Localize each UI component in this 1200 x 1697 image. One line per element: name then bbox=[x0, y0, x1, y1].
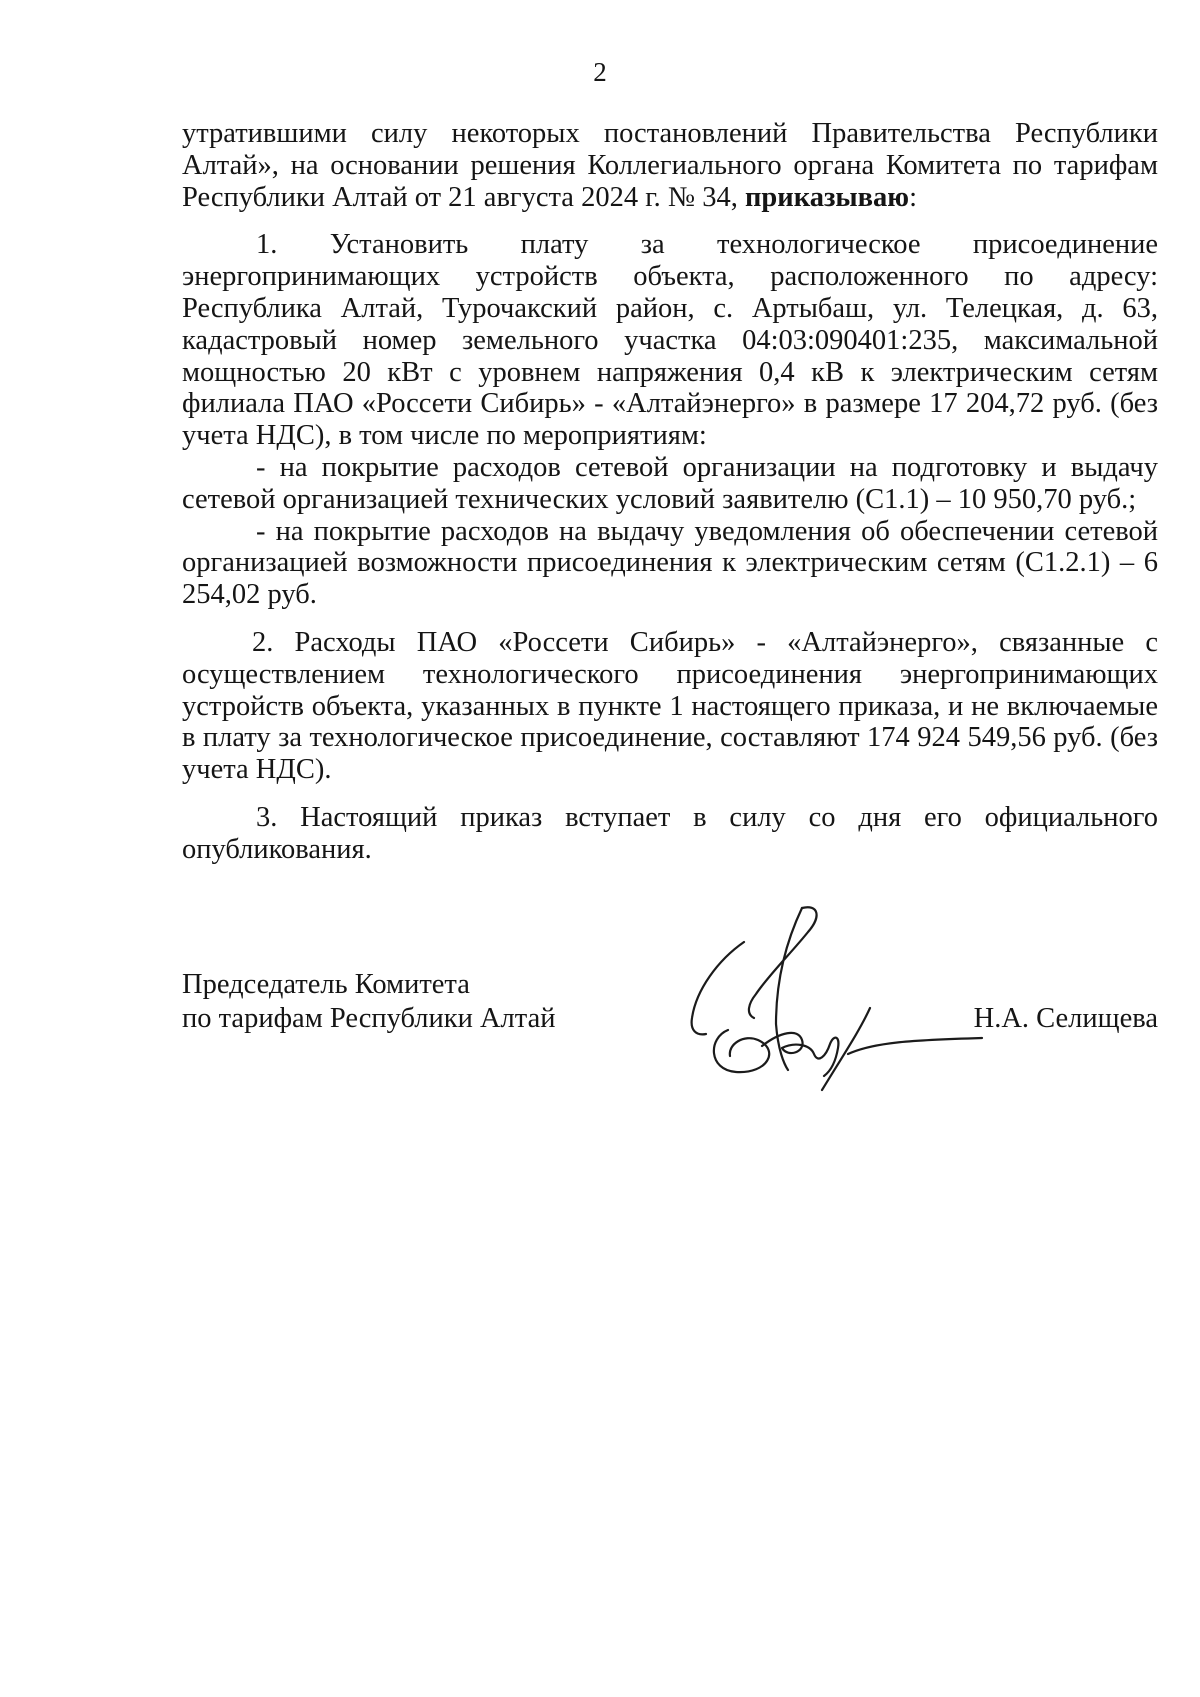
item-2-paragraph: 2. Расходы ПАО «Россети Сибирь» - «Алтайэнерго», связанные с осуществлением технологического присоединения энергопринимающих устройств объекта, указанных в пункте 1 настоящего приказа, и не включаемые в плату за технологическое присоединение, составляют 174 924 549,56 руб. (без учета НДС). bbox=[182, 626, 1158, 786]
item-1-paragraph: 1. Установить плату за технологическое присоединение энергопринимающих устройств объекта, расположенного по адресу: Республика Алтай, Турочакский район, с. Артыбаш, ул. Телецкая, д. 63, кадастровый номер земельного участка 04:03:090401:235, максимальной мощностью 20 кВт с уровнем напряжения 0,4 кВ к электрическим сетям филиала ПАО «Россети Сибирь» - «Алтайэнерго» в размере 17 204,72 руб. (без учета НДС), в том числе по мероприятиям: bbox=[182, 229, 1158, 452]
intro-text: утратившими силу некоторых постановлений Правительства Республики Алтай», на основании решения Коллегиального органа Комитета по тарифам Республики Алтай от 21 августа 2024 г. № 34, bbox=[182, 118, 1158, 213]
signature-stroke-letters bbox=[762, 1033, 838, 1076]
signature-stroke-underline bbox=[848, 1038, 982, 1054]
signature-stroke-oval bbox=[714, 1030, 769, 1072]
signature-stroke-upper bbox=[749, 907, 817, 1018]
item-1-subitem-2: - на покрытие расходов на выдачу уведомления об обеспечении сетевой организацией возможности присоединения к электрическим сетям (С1.2.1) – 6 254,02 руб. bbox=[182, 515, 1158, 611]
signatory-title-line-1: Председатель Комитета bbox=[182, 969, 470, 1000]
signature-stroke-left-arc bbox=[692, 942, 744, 1034]
item-1-subitem-1: - на покрытие расходов сетевой организации на подготовку и выдачу сетевой организацией технических условий заявителю (С1.1) – 10 950,70 руб.; bbox=[182, 451, 1158, 515]
page-number: 2 bbox=[593, 57, 607, 87]
intro-tail: : bbox=[909, 181, 917, 213]
item-3-paragraph: 3. Настоящий приказ вступает в силу со дня его официального опубликования. bbox=[182, 801, 1158, 865]
signatory-title bbox=[182, 968, 555, 1036]
signatory-name: Н.А. Селищева bbox=[973, 1003, 1158, 1034]
intro-bold-word: приказываю bbox=[745, 181, 910, 213]
intro-paragraph bbox=[182, 118, 1158, 213]
document-body bbox=[182, 118, 1158, 866]
signatory-title-line-2: по тарифам Республики Алтай bbox=[182, 1003, 556, 1034]
handwritten-signature bbox=[684, 894, 984, 1104]
